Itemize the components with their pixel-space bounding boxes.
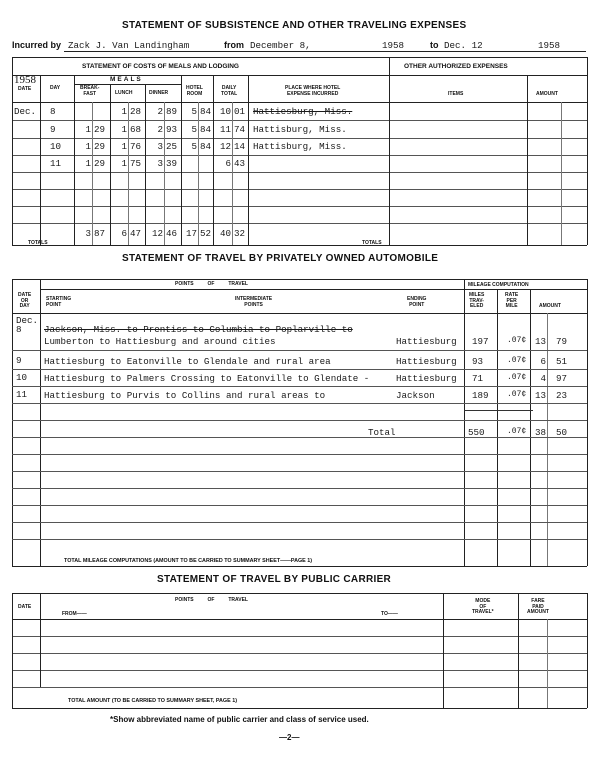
to-year: 1958 <box>538 40 561 51</box>
auto-row-route: Jackson, Miss. to Prentiss to Columbia to Poplarville to <box>44 324 353 335</box>
meal-total-ho-dollars: 17 <box>185 228 197 239</box>
meal-total-lu-dollars: 6 <box>121 228 127 239</box>
auto-col-starting: STARTING POINT <box>46 296 72 308</box>
auto-row-miles: 189 <box>472 390 489 401</box>
meal-row-date: Dec. <box>14 106 37 117</box>
incurred-underline <box>64 51 586 52</box>
meal-total-ho-cents: 52 <box>200 228 212 239</box>
auto-col-rate: RATE PER MILE <box>505 292 519 309</box>
col-dinner: DINNER <box>149 90 169 96</box>
auto-col-miles: MILES TRAV- ELED <box>469 292 485 309</box>
col-amount: AMOUNT <box>536 91 558 97</box>
auto-row-rate: .07¢ <box>507 390 527 399</box>
auto-total-miles: 550 <box>468 427 485 438</box>
meal-row-di-cents: 39 <box>166 158 178 169</box>
meal-row-ho-dollars: 5 <box>191 106 197 117</box>
carrier-from-label: FROM—— <box>62 611 87 617</box>
col-year: 1958 <box>14 74 36 86</box>
meal-row-day: 10 <box>50 141 62 152</box>
meal-row-di-dollars: 3 <box>157 158 163 169</box>
form-heading: STATEMENT OF SUBSISTENCE AND OTHER TRAVELING EXPENSES <box>122 20 467 31</box>
auto-row-date: Dec. 8 <box>16 315 39 335</box>
auto-total-amt-dollars: 38 <box>535 427 547 438</box>
auto-row-ending: Hattiesburg <box>396 356 457 367</box>
meal-row-bf-cents: 29 <box>94 158 106 169</box>
auto-row-miles: 93 <box>472 356 484 367</box>
auto-row-date: 10 <box>16 372 28 383</box>
carrier-col-fare: FARE PAID AMOUNT <box>527 598 549 615</box>
auto-section-title: STATEMENT OF TRAVEL BY PRIVATELY OWNED AUTOMOBILE <box>122 253 439 264</box>
meal-row-lu-dollars: 1 <box>121 141 127 152</box>
meals-section-title: STATEMENT OF COSTS OF MEALS AND LODGING <box>82 63 239 70</box>
meal-row-place: Hattisburg, Miss. <box>253 124 347 135</box>
meal-row-di-cents: 89 <box>166 106 178 117</box>
meal-total-lu-cents: 47 <box>130 228 142 239</box>
carrier-points-header: POINTS OF TRAVEL <box>175 597 248 603</box>
incurred-label: Incurred by <box>12 40 62 50</box>
auto-row-ending: Hattiesburg <box>396 373 457 384</box>
meal-row-lu-dollars: 1 <box>121 124 127 135</box>
auto-row-route: Hattiesburg to Eatonville to Glendale and rural area <box>44 356 331 367</box>
meal-total-di-dollars: 12 <box>151 228 163 239</box>
meal-row-dt-dollars: 12 <box>219 141 231 152</box>
auto-row-amt-cents: 23 <box>556 390 568 401</box>
meal-row-ho-cents: 84 <box>200 106 212 117</box>
col-hotel: HOTEL ROOM <box>186 85 203 97</box>
meal-row-bf-dollars: 1 <box>85 141 91 152</box>
carrier-col-mode: MODE OF TRAVEL* <box>472 598 494 615</box>
incurred-name: Zack J. Van Landingham <box>68 40 190 51</box>
col-meals: MEALS <box>110 76 143 83</box>
auto-row-route: Hattiesburg to Palmers Crossing to Eatonville to Glendate - <box>44 373 370 384</box>
auto-total-rate: .07¢ <box>507 427 527 436</box>
to-label: to <box>430 40 439 50</box>
auto-row-route-cont: Lumberton to Hattiesburg and around cities <box>44 336 276 347</box>
col-breakfast: BREAK- FAST <box>80 85 100 97</box>
auto-footer: TOTAL MILEAGE COMPUTATIONS (AMOUNT TO BE CARRIED TO SUMMARY SHEET——PAGE 1) <box>64 558 313 564</box>
auto-points-header: POINTS OF TRAVEL <box>175 281 248 287</box>
meal-total-bf-dollars: 3 <box>85 228 91 239</box>
meal-row-bf-cents: 29 <box>94 124 106 135</box>
meal-row-di-cents: 93 <box>166 124 178 135</box>
auto-total-amt-cents: 50 <box>556 427 568 438</box>
meal-total-bf-cents: 87 <box>94 228 106 239</box>
meal-row-lu-dollars: 1 <box>121 106 127 117</box>
meal-total-dt-dollars: 40 <box>219 228 231 239</box>
meal-row-dt-dollars: 6 <box>225 158 231 169</box>
meal-row-di-dollars: 2 <box>157 106 163 117</box>
auto-row-date: 11 <box>16 389 28 400</box>
meal-row-lu-cents: 76 <box>130 141 142 152</box>
auto-col-date: DATE OR DAY <box>18 292 32 309</box>
meal-row-bf-dollars: 1 <box>85 124 91 135</box>
auto-row-ending: Jackson <box>396 390 435 401</box>
carrier-footer: TOTAL AMOUNT (TO BE CARRIED TO SUMMARY SHEET, PAGE 1) <box>68 698 238 704</box>
auto-row-amt-dollars: 13 <box>534 390 546 401</box>
auto-row-rate: .07¢ <box>507 356 527 365</box>
meal-row-place: Hattisburg, Miss. <box>253 141 347 152</box>
from-year: 1958 <box>382 40 405 51</box>
meal-row-dt-cents: 43 <box>234 158 246 169</box>
col-lunch: LUNCH <box>115 90 133 96</box>
other-expenses-title: OTHER AUTHORIZED EXPENSES <box>404 63 508 70</box>
meal-row-lu-cents: 68 <box>130 124 142 135</box>
meal-row-ho-cents: 84 <box>200 141 212 152</box>
auto-row-miles: 197 <box>472 336 489 347</box>
auto-row-miles: 71 <box>472 373 484 384</box>
meal-row-dt-cents: 14 <box>234 141 246 152</box>
auto-total-label: Total <box>368 427 396 438</box>
totals-label: TOTALS <box>28 240 48 246</box>
meal-total-di-cents: 46 <box>166 228 178 239</box>
meal-row-dt-cents: 01 <box>234 106 246 117</box>
auto-row-amt-cents: 51 <box>556 356 568 367</box>
auto-col-amount: AMOUNT <box>539 303 561 309</box>
meal-row-bf-cents: 29 <box>94 141 106 152</box>
auto-row-amt-dollars: 4 <box>540 373 546 384</box>
auto-row-route: Hattiesburg to Purvis to Collins and rural areas to <box>44 390 326 401</box>
auto-row-amt-dollars: 6 <box>540 356 546 367</box>
col-date: DATE <box>18 86 32 92</box>
auto-row-rate: .07¢ <box>507 373 527 382</box>
meal-total-dt-cents: 32 <box>234 228 246 239</box>
auto-row-amt-dollars: 13 <box>534 336 546 347</box>
carrier-col-date: DATE <box>18 604 32 610</box>
meal-row-lu-dollars: 1 <box>121 158 127 169</box>
meal-row-dt-dollars: 11 <box>219 124 231 135</box>
meal-row-dt-cents: 74 <box>234 124 246 135</box>
meal-row-lu-cents: 75 <box>130 158 142 169</box>
meal-row-ho-dollars: 5 <box>191 124 197 135</box>
meal-row-dt-dollars: 10 <box>219 106 231 117</box>
from-label: from <box>224 40 244 50</box>
col-items: ITEMS <box>448 91 464 97</box>
auto-col-ending: ENDING POINT <box>407 296 427 308</box>
auto-row-ending: Hattiesburg <box>396 336 457 347</box>
footnote: *Show abbreviated name of public carrier and class of service used. <box>110 715 369 724</box>
mileage-header: MILEAGE COMPUTATION <box>468 282 529 288</box>
auto-row-amt-cents: 97 <box>556 373 568 384</box>
col-day: DAY <box>50 85 61 91</box>
meal-row-bf-dollars: 1 <box>85 158 91 169</box>
auto-col-intermediate: INTERMEDIATE POINTS <box>235 296 273 308</box>
meal-row-lu-cents: 28 <box>130 106 142 117</box>
col-place: PLACE WHERE HOTEL EXPENSE INCURRED <box>285 85 341 97</box>
page-number: —2— <box>279 733 300 742</box>
totals-label-right: TOTALS <box>362 240 382 246</box>
meal-row-ho-dollars: 5 <box>191 141 197 152</box>
meal-row-day: 9 <box>50 124 56 135</box>
col-daily: DAILY TOTAL <box>221 85 238 97</box>
meal-row-day: 11 <box>50 158 62 169</box>
meal-row-day: 8 <box>50 106 56 117</box>
meal-row-di-cents: 25 <box>166 141 178 152</box>
auto-row-amt-cents: 79 <box>556 336 568 347</box>
auto-row-rate: .07¢ <box>507 336 527 345</box>
meal-row-di-dollars: 3 <box>157 141 163 152</box>
to-value: Dec. 12 <box>444 40 483 51</box>
meal-row-di-dollars: 2 <box>157 124 163 135</box>
meal-row-place: Hattiesburg, Miss. <box>253 106 353 117</box>
auto-row-date: 9 <box>16 355 22 366</box>
carrier-to-label: TO—— <box>381 611 398 617</box>
meal-row-ho-cents: 84 <box>200 124 212 135</box>
from-value: December 8, <box>250 40 311 51</box>
carrier-section-title: STATEMENT OF TRAVEL BY PUBLIC CARRIER <box>157 574 392 585</box>
